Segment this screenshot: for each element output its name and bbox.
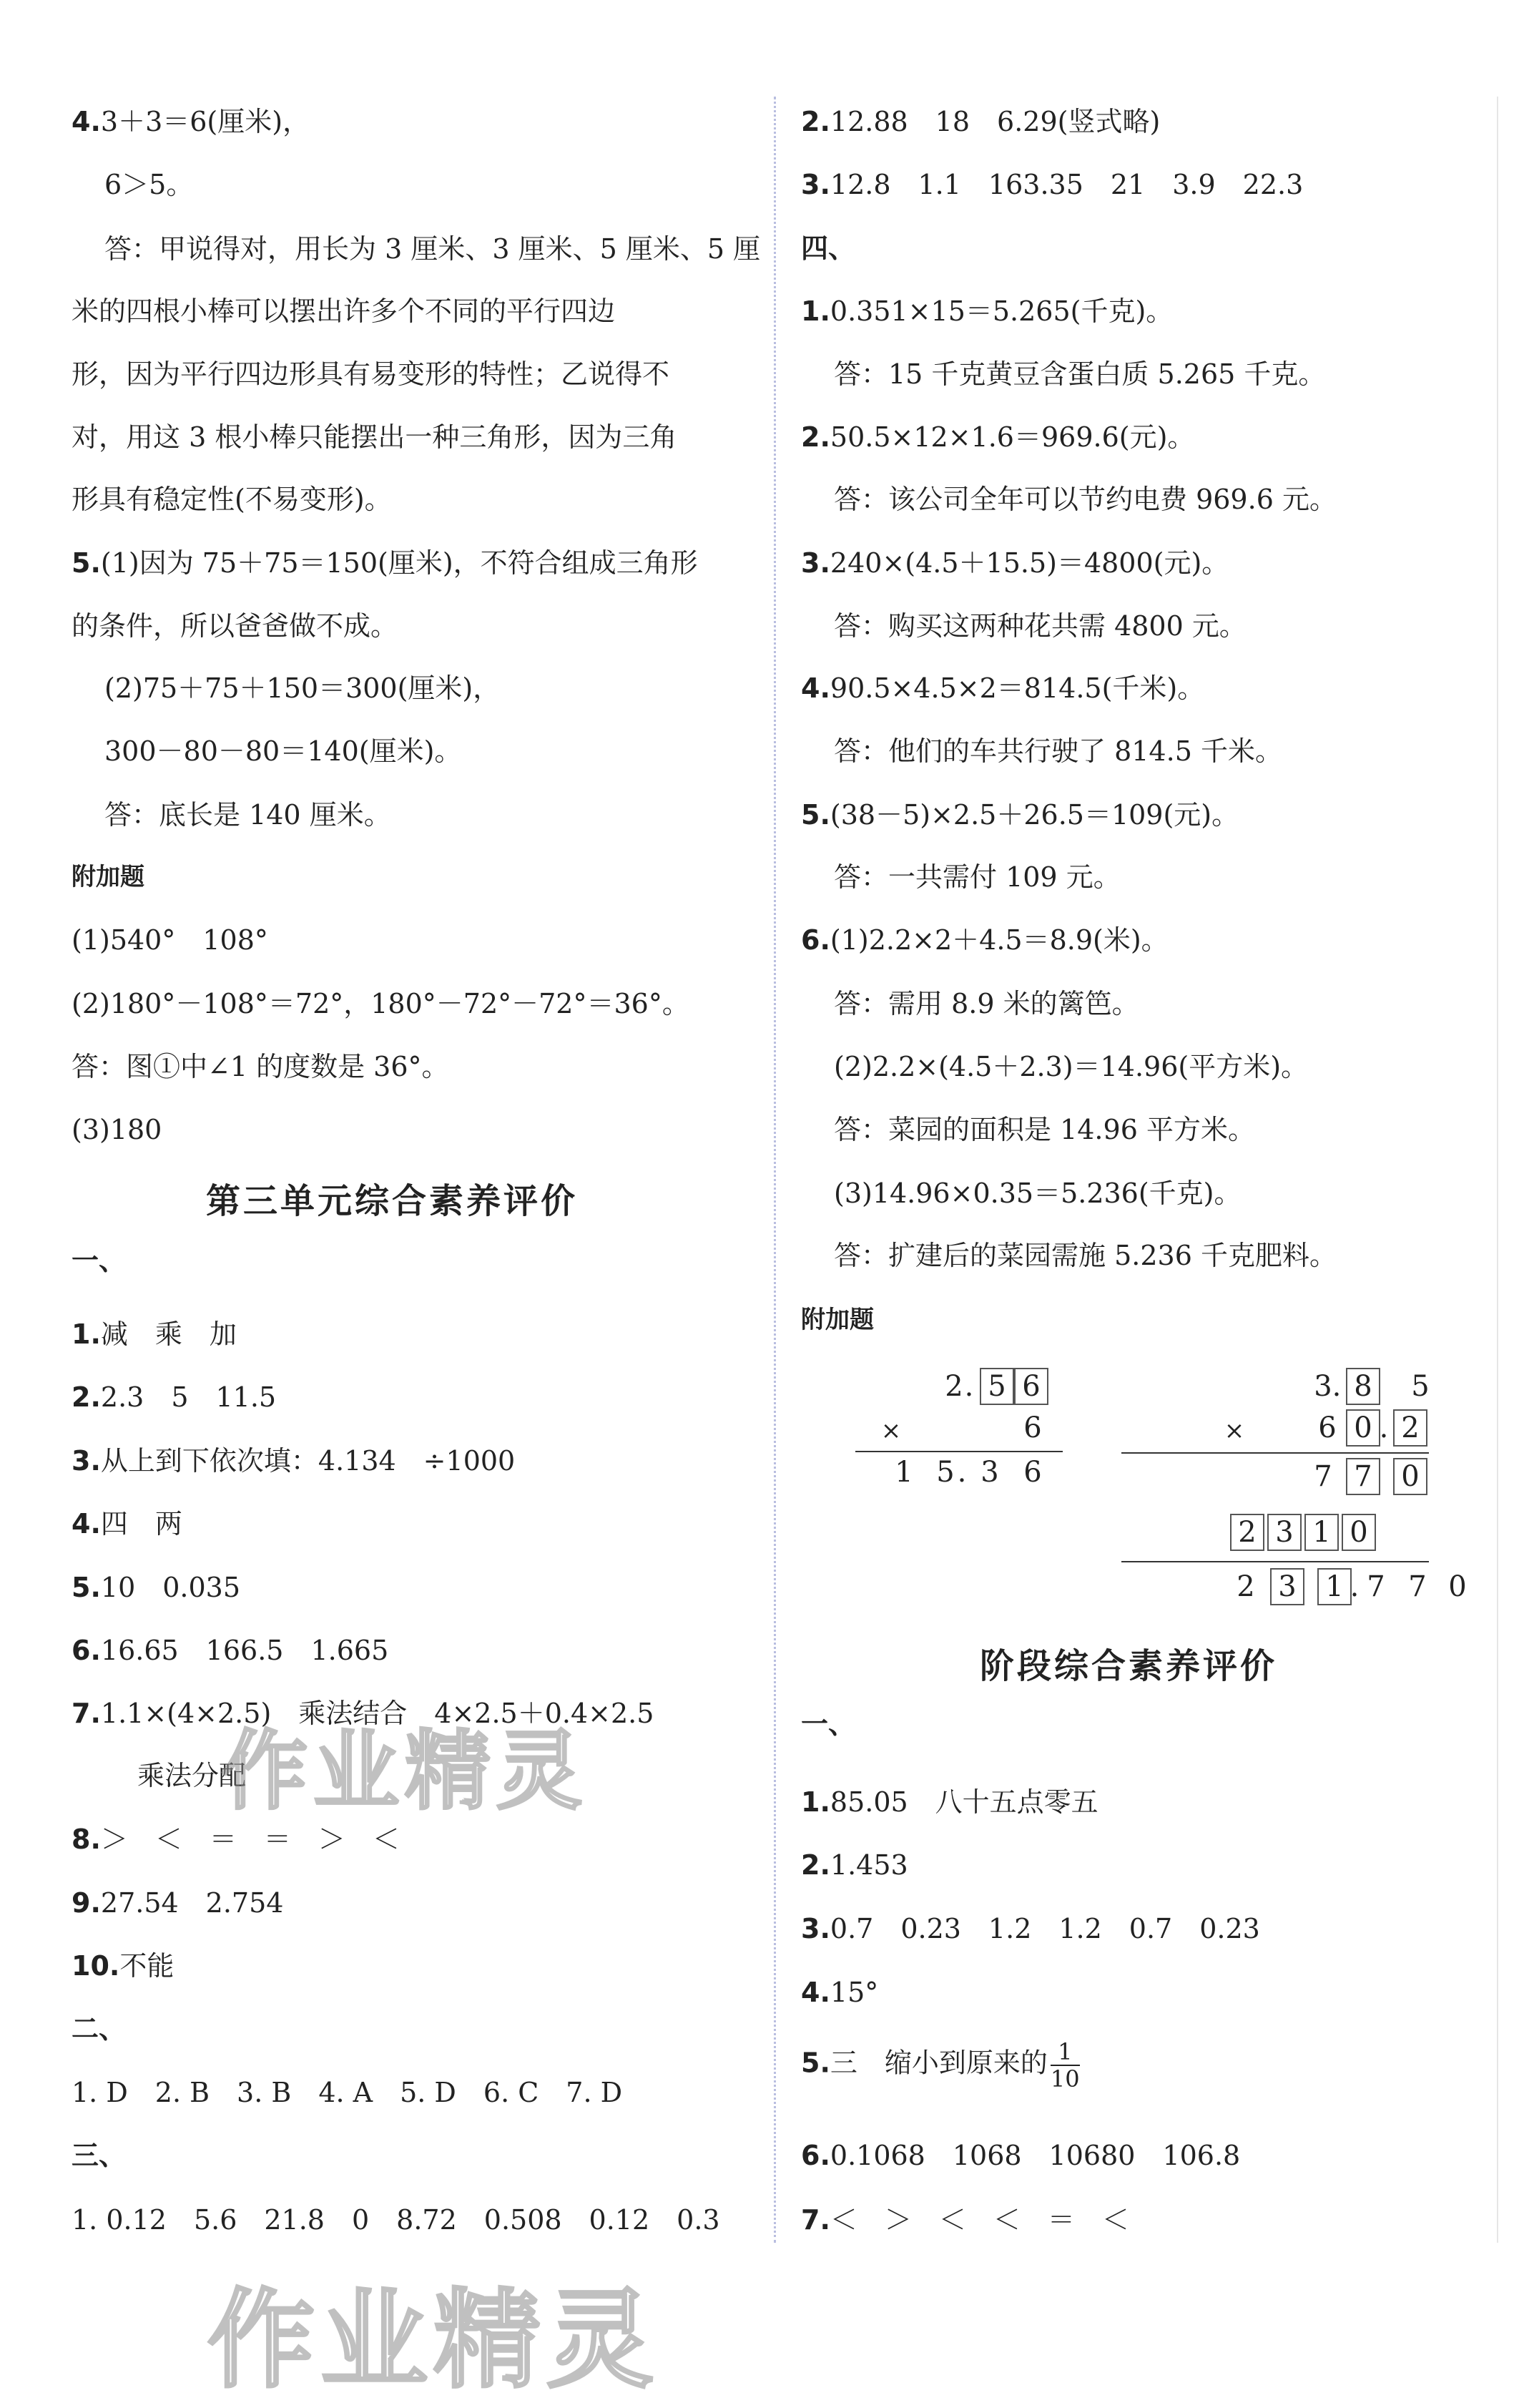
digit: 7 xyxy=(1408,1570,1427,1603)
answer-line: 答：一共需付 109 元。 xyxy=(834,861,1121,893)
fraction: $\frac{1}{10}$ xyxy=(1050,2038,1080,2093)
digit-box: 8 xyxy=(1346,1368,1380,1405)
watermark: 作业精灵 xyxy=(207,2279,660,2403)
answer-line: 4.90.5×4.5×2＝814.5(千米)。 xyxy=(801,672,1205,704)
answer-line: (2)2.2×(4.5＋2.3)＝14.96(平方米)。 xyxy=(834,1051,1309,1082)
answer-line: 8.＞ ＜ ＝ ＝ ＞ ＜ xyxy=(72,1824,400,1855)
answer-line: 形，因为平行四边形具有易变形的特性；乙说得不 xyxy=(72,358,670,390)
vertical-calc-1 xyxy=(801,1366,1130,1495)
digit: 0 xyxy=(1448,1570,1467,1603)
decimal-point: . xyxy=(1332,1370,1342,1403)
bonus-line: (1)540° 108° xyxy=(72,924,268,956)
answer-line: 答：他们的车共行驶了 814.5 千米。 xyxy=(834,735,1282,767)
answer-line: 7.1.1×(4×2.5) 乘法结合 4×2.5＋0.4×2.5 xyxy=(72,1698,654,1729)
section-heading: 二、 xyxy=(72,2013,127,2045)
answer-line: 5.(38－5)×2.5＋26.5＝109(元)。 xyxy=(801,799,1239,831)
answer-line: 2.1.453 xyxy=(801,1849,908,1881)
digit-box: 3 xyxy=(1267,1514,1302,1551)
answer-line: (3)14.96×0.35＝5.236(千克)。 xyxy=(834,1178,1242,1209)
answer-line: 10.不能 xyxy=(72,1950,174,1982)
answer-line: 3.240×(4.5＋15.5)＝4800(元)。 xyxy=(801,547,1229,579)
section-heading: 一、 xyxy=(72,1245,127,1276)
answer-line: 1. D 2. B 3. B 4. A 5. D 6. C 7. D xyxy=(72,2077,623,2108)
digit: 3 xyxy=(980,1456,999,1489)
digit: 6 xyxy=(1023,1411,1042,1444)
answer-line: 5.三 缩小到原来的 $\frac{1}{10}$ xyxy=(801,2038,1080,2093)
column-divider xyxy=(774,97,776,2243)
digit-box: 1 xyxy=(1317,1568,1352,1605)
answer-line: 1. 0.12 5.6 21.8 0 8.72 0.508 0.12 0.3 xyxy=(72,2204,720,2236)
answer-line: 答：菜园的面积是 14.96 平方米。 xyxy=(834,1114,1255,1145)
answer-line: 答：该公司全年可以节约电费 969.6 元。 xyxy=(834,484,1337,515)
answer-line: 5.10 0.035 xyxy=(72,1572,241,1603)
answer-line: 6.(1)2.2×2＋4.5＝8.9(米)。 xyxy=(801,924,1169,956)
digit-box: 2 xyxy=(1230,1514,1264,1551)
answer-line: 2.2.3 5 11.5 xyxy=(72,1381,277,1413)
digit-box: 7 xyxy=(1346,1458,1380,1495)
answer-line: 3.0.7 0.23 1.2 1.2 0.7 0.23 xyxy=(801,1913,1260,1944)
answer-line: 7.＜ ＞ ＜ ＜ ＝ ＜ xyxy=(801,2204,1129,2236)
answer-line: 9.27.54 2.754 xyxy=(72,1887,284,1919)
answer-line: 1.减 乘 加 xyxy=(72,1318,237,1350)
answer-line: 6＞5。 xyxy=(104,169,194,200)
answer-line: (2)75＋75＋150＝300(厘米)， xyxy=(104,672,501,704)
decimal-point: . xyxy=(1350,1570,1360,1603)
digit: 5 xyxy=(1411,1370,1430,1403)
answer-line: 答：底长是 140 厘米。 xyxy=(104,799,391,831)
answer-line: 1.85.05 八十五点零五 xyxy=(801,1786,1098,1818)
answer-line: 形具有稳定性(不易变形)。 xyxy=(72,484,392,515)
multiply-sign: × xyxy=(1224,1416,1245,1445)
digit-box: 5 xyxy=(980,1368,1014,1405)
digit-box: 1 xyxy=(1304,1514,1339,1551)
answer-line: 5.(1)因为 75＋75＝150(厘米)，不符合组成三角形 xyxy=(72,547,698,579)
answer-line: 1.0.351×15＝5.265(千克)。 xyxy=(801,295,1174,327)
digit: 2 xyxy=(945,1370,963,1403)
digit-box: 0 xyxy=(1346,1409,1380,1447)
section-heading: 三、 xyxy=(72,2140,127,2171)
page-edge-line xyxy=(1497,97,1498,2243)
answer-line: 答：扩建后的菜园需施 5.236 千克肥料。 xyxy=(834,1240,1337,1271)
digit: 1 xyxy=(895,1456,913,1489)
vertical-calc-2 xyxy=(1116,1366,1488,1610)
digit-box: 6 xyxy=(1014,1368,1048,1405)
section-heading: 四、 xyxy=(801,233,856,264)
watermark: 作业精灵 xyxy=(222,1722,588,1821)
bonus-line: (2)180°－108°＝72°，180°－72°－72°＝36°。 xyxy=(72,988,689,1019)
bonus-line: 答：图①中∠1 的度数是 36°。 xyxy=(72,1051,449,1082)
digit-box: 3 xyxy=(1270,1568,1304,1605)
answer-line: 4.3＋3＝6(厘米)， xyxy=(72,106,310,137)
unit-title: 第三单元综合素养评价 xyxy=(206,1181,579,1221)
calc-line xyxy=(1121,1561,1429,1562)
answer-line: 乘法分配 xyxy=(137,1760,247,1791)
answer-line: 6.16.65 166.5 1.665 xyxy=(72,1635,389,1666)
answer-line: 对，用这 3 根小棒只能摆出一种三角形，因为三角 xyxy=(72,421,677,453)
decimal-point: . xyxy=(1379,1411,1389,1444)
digit: 6 xyxy=(1023,1456,1042,1489)
digit: 7 xyxy=(1367,1570,1385,1603)
digit-box: 0 xyxy=(1342,1514,1376,1551)
multiply-sign: × xyxy=(880,1416,902,1445)
answer-line: 4.四 两 xyxy=(72,1508,182,1540)
digit: 6 xyxy=(1318,1411,1337,1444)
section-heading: 一、 xyxy=(801,1708,856,1740)
bonus-heading: 附加题 xyxy=(72,863,144,891)
answer-line: 答：购买这两种花共需 4800 元。 xyxy=(834,610,1247,642)
bonus-line: (3)180 xyxy=(72,1114,162,1145)
calc-line xyxy=(1121,1452,1429,1454)
digit: 7 xyxy=(1314,1460,1332,1493)
answer-line: 米的四根小棒可以摆出许多个不同的平行四边 xyxy=(72,295,616,327)
answer-line: 的条件，所以爸爸做不成。 xyxy=(72,610,398,642)
digit: 3 xyxy=(1314,1370,1332,1403)
decimal-point: . xyxy=(964,1370,974,1403)
answer-line: 答：15 千克黄豆含蛋白质 5.265 千克。 xyxy=(834,358,1326,390)
answer-line: 答：需用 8.9 米的篱笆。 xyxy=(834,988,1139,1019)
digit: 5 xyxy=(936,1456,955,1489)
answer-line: 6.0.1068 1068 10680 106.8 xyxy=(801,2140,1241,2171)
answer-line: 2.50.5×12×1.6＝969.6(元)。 xyxy=(801,421,1195,453)
answer-line: 2.12.88 18 6.29(竖式略) xyxy=(801,106,1161,137)
digit: 2 xyxy=(1237,1570,1255,1603)
answer-line: 答：甲说得对，用长为 3 厘米、3 厘米、5 厘米、5 厘 xyxy=(104,233,761,265)
decimal-point: . xyxy=(957,1456,967,1489)
digit-box: 2 xyxy=(1393,1409,1427,1447)
answer-line: 300－80－80＝140(厘米)。 xyxy=(104,735,462,767)
bonus-heading: 附加题 xyxy=(801,1306,874,1334)
answer-line: 3.从上到下依次填：4.134 ÷1000 xyxy=(72,1445,516,1477)
stage-title: 阶段综合素养评价 xyxy=(980,1646,1278,1686)
answer-line: 3.12.8 1.1 163.35 21 3.9 22.3 xyxy=(801,169,1304,200)
answer-line: 4.15° xyxy=(801,1977,879,2008)
digit-box: 0 xyxy=(1393,1458,1427,1495)
